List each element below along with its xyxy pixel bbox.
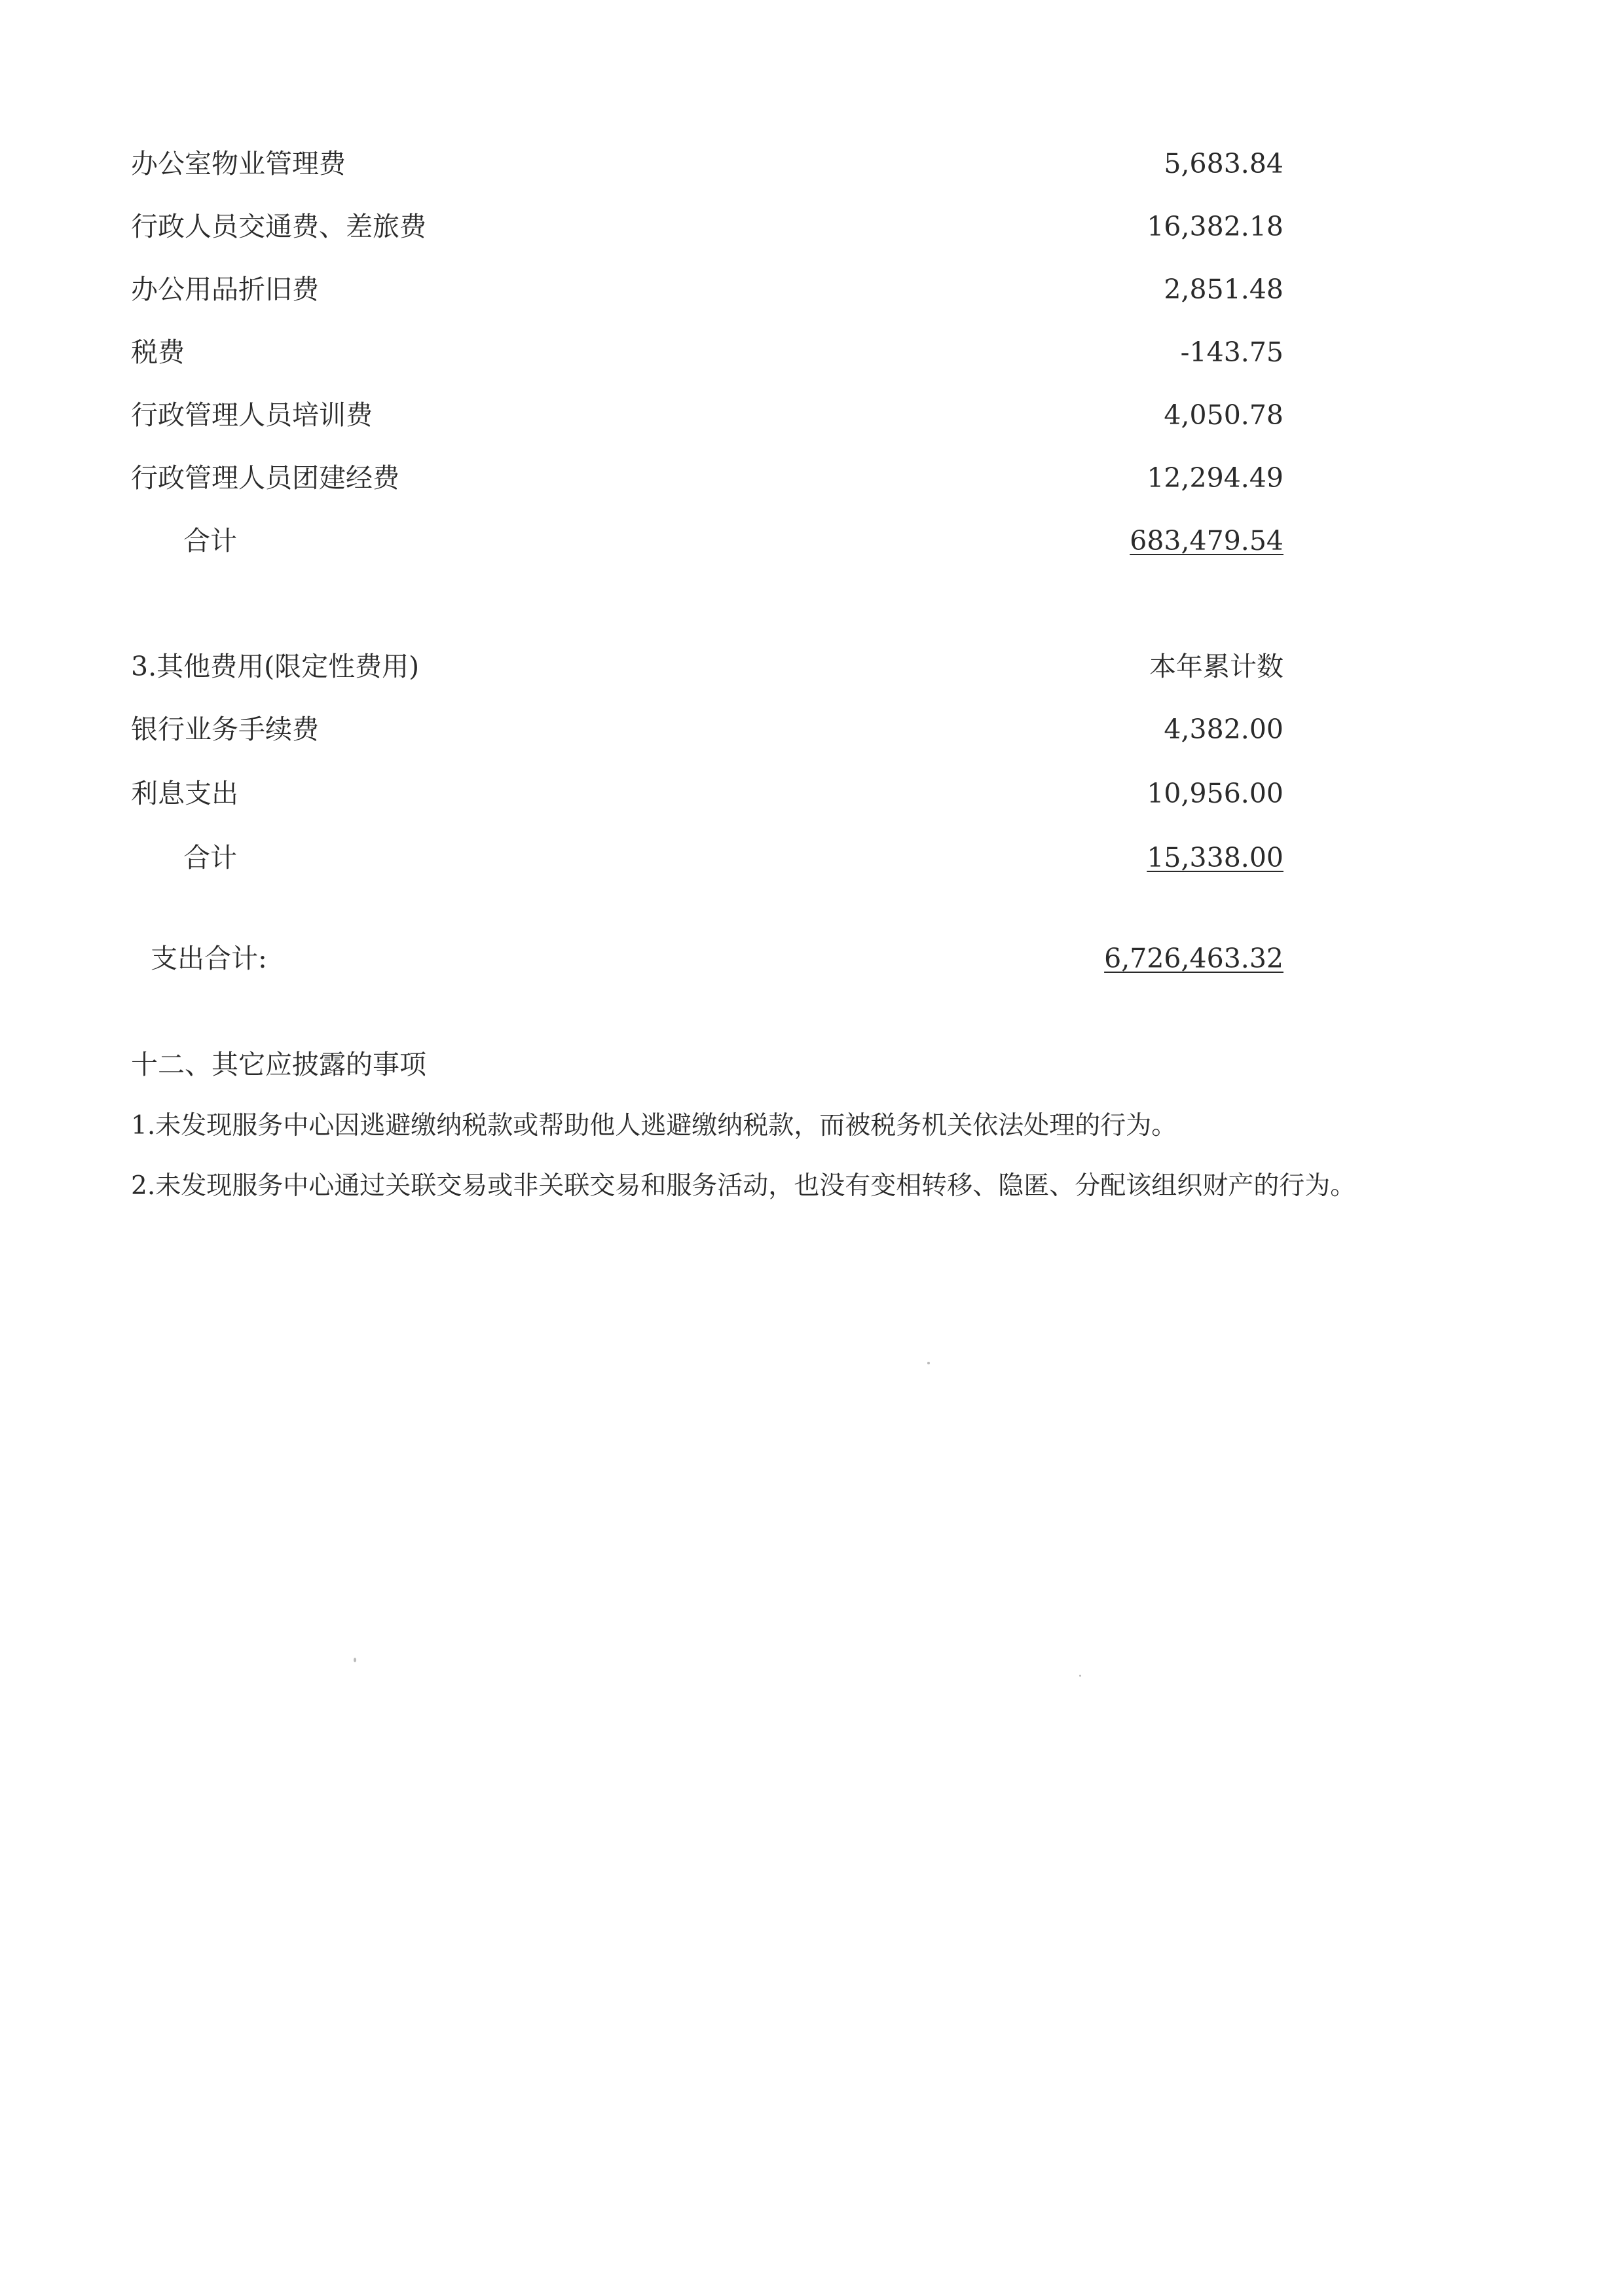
expense-value: 4,050.78 — [1164, 399, 1283, 431]
expense-row — [0, 326, 1624, 378]
expense-row — [0, 389, 1624, 441]
expense-value: 16,382.18 — [1147, 211, 1283, 242]
expense-row — [0, 200, 1624, 253]
expense-row — [0, 767, 1624, 820]
expense-row — [0, 263, 1624, 316]
disclosure-paragraph: 1.未发现服务中心因逃避缴纳税款或帮助他人逃避缴纳税款，而被税务机关依法处理的行为。 — [131, 1111, 1177, 1140]
expense-label: 行政管理人员培训费 — [131, 399, 373, 431]
expense-value: 2,851.48 — [1164, 274, 1283, 305]
disclosure-paragraph: 2.未发现服务中心通过关联交易或非关联交易和服务活动，也没有变相转移、隐匿、分配该组织财产的行为。 — [131, 1171, 1356, 1201]
expense-label: 办公用品折旧费 — [131, 274, 319, 305]
expense-label: 行政管理人员团建经费 — [131, 462, 399, 494]
subtotal-row — [0, 515, 1624, 567]
section-title: 3.其他费用(限定性费用) — [131, 651, 420, 682]
subtotal-value: 683,479.54 — [1130, 525, 1283, 556]
section-header-row — [0, 640, 1624, 693]
column-header: 本年累计数 — [1149, 651, 1283, 682]
expense-value: -143.75 — [1180, 337, 1283, 368]
grand-total-row — [0, 932, 1624, 985]
expense-value: 10,956.00 — [1147, 778, 1283, 809]
scan-speck — [1079, 1675, 1081, 1677]
expense-label: 税费 — [131, 337, 185, 368]
subtotal-row — [0, 831, 1624, 884]
subtotal-label: 合计 — [183, 842, 237, 873]
expense-value: 5,683.84 — [1164, 148, 1283, 179]
expense-row — [0, 452, 1624, 504]
expense-value: 4,382.00 — [1164, 714, 1283, 745]
grand-total-value: 6,726,463.32 — [1104, 943, 1283, 974]
expense-label: 利息支出 — [131, 778, 238, 809]
subtotal-value: 15,338.00 — [1147, 842, 1283, 873]
scan-speck — [927, 1362, 930, 1364]
expense-value: 12,294.49 — [1147, 462, 1283, 494]
expense-label: 办公室物业管理费 — [131, 148, 346, 179]
subtotal-label: 合计 — [183, 525, 237, 556]
expense-label: 银行业务手续费 — [131, 714, 319, 745]
expense-row — [0, 137, 1624, 190]
expense-row — [0, 703, 1624, 756]
grand-total-label: 支出合计: — [151, 943, 267, 974]
disclosure-heading: 十二、其它应披露的事项 — [131, 1049, 426, 1080]
expense-label: 行政人员交通费、差旅费 — [131, 211, 426, 242]
scan-speck — [354, 1658, 356, 1662]
